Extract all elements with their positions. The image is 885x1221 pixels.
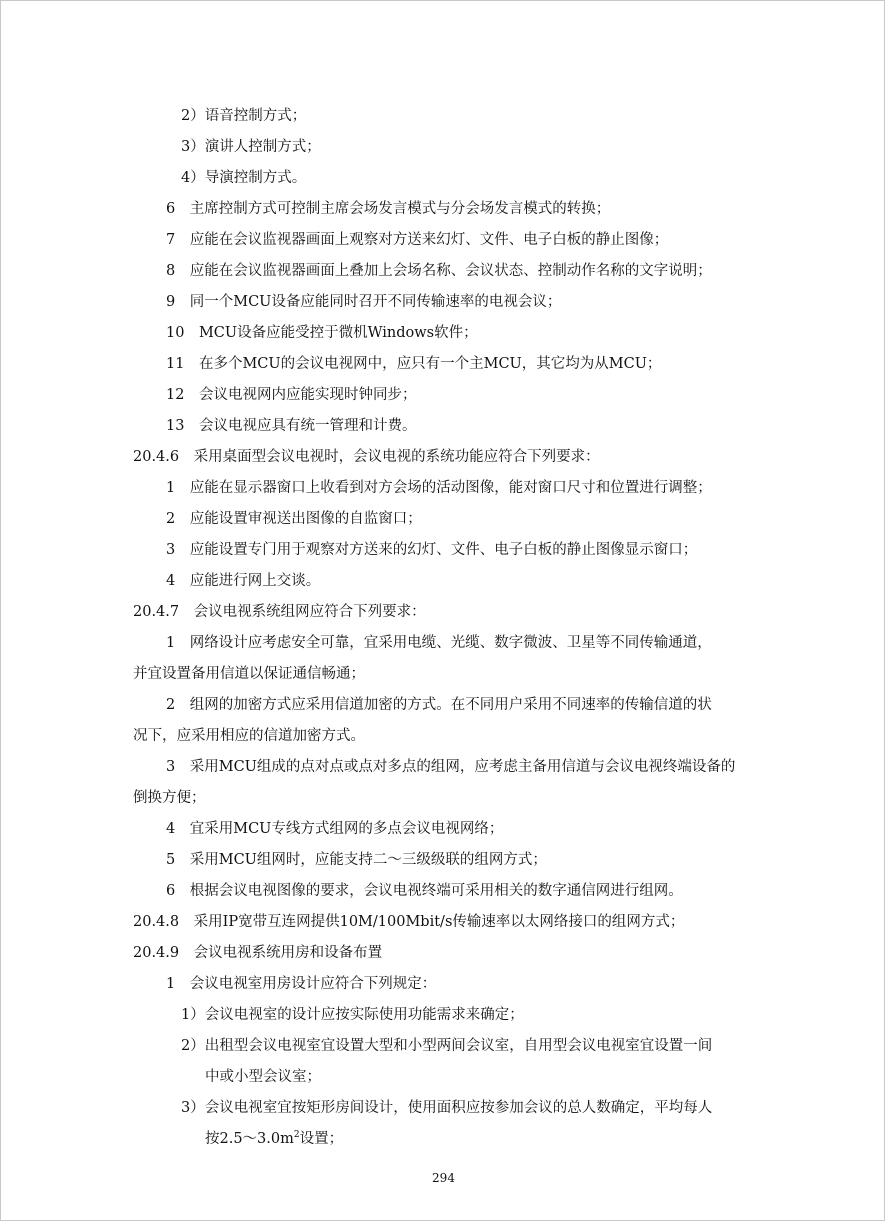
page-number: 294 [432, 1171, 455, 1185]
clause-item: 6 主席控制方式可控制主席会场发言模式与分会场发言模式的转换； [166, 201, 611, 217]
section-heading: 20.4.9 会议电视系统用房和设备布置 [133, 945, 383, 961]
area-suffix: 设置； [299, 1131, 344, 1147]
clause-item: 7 应能在会议监视器画面上观察对方送来幻灯、文件、电子白板的静止图像； [166, 232, 669, 248]
clause-item: 4 宜采用MCU专线方式组网的多点会议电视网络； [166, 821, 504, 837]
list-item: 2）语音控制方式； [181, 108, 307, 124]
clause-continuation: 况下，应采用相应的信道加密方式。 [133, 728, 365, 744]
clause-item: 10 MCU设备应能受控于微机Windows软件； [166, 325, 478, 341]
clause-item: 4 应能进行网上交谈。 [166, 573, 321, 589]
list-item: 4）导演控制方式。 [181, 170, 307, 186]
list-item: 1）会议电视室的设计应按实际使用功能需求来确定； [181, 1007, 524, 1023]
clause-item: 8 应能在会议监视器画面上叠加上会场名称、会议状态、控制动作名称的文字说明； [166, 263, 712, 279]
clause-item: 13 会议电视应具有统一管理和计费。 [166, 418, 417, 434]
clause-item: 11 在多个MCU的会议电视网中，应只有一个主MCU，其它均为从MCU； [166, 356, 662, 372]
list-continuation [205, 1129, 343, 1149]
clause-item: 2 应能设置审视送出图像的自监窗口； [166, 511, 422, 527]
list-item: 3）会议电视室宜按矩形房间设计，使用面积应按参加会议的总人数确定，平均每人 [181, 1100, 713, 1116]
clause-continuation: 并宜设置备用信道以保证通信畅通； [133, 666, 365, 682]
clause-item: 3 应能设置专门用于观察对方送来的幻灯、文件、电子白板的静止图像显示窗口； [166, 542, 698, 558]
clause-item: 3 采用MCU组成的点对点或点对多点的组网，应考虑主备用信道与会议电视终端设备的 [166, 759, 736, 775]
list-item: 3）演讲人控制方式； [181, 139, 321, 155]
list-item: 2）出租型会议电视室宜设置大型和小型两间会议室，自用型会议电视室宜设置一间 [181, 1038, 713, 1054]
section-heading: 20.4.6 采用桌面型会议电视时，会议电视的系统功能应符合下列要求： [133, 449, 600, 465]
section-heading: 20.4.7 会议电视系统组网应符合下列要求： [133, 604, 426, 620]
section-heading: 20.4.8 采用IP宽带互连网提供10M/100Mbit/s传输速率以太网络接口的组网方式； [133, 914, 685, 930]
clause-item: 6 根据会议电视图像的要求，会议电视终端可采用相关的数字通信网进行组网。 [166, 883, 683, 899]
clause-item: 1 会议电视室用房设计应符合下列规定： [166, 976, 437, 992]
clause-item: 1 应能在显示器窗口上收看到对方会场的活动图像，能对窗口尺寸和位置进行调整； [166, 480, 712, 496]
clause-item: 9 同一个MCU设备应能同时召开不同传输速率的电视会议； [166, 294, 562, 310]
clause-item: 2 组网的加密方式应采用信道加密的方式。在不同用户采用不同速率的传输信道的状 [166, 697, 712, 713]
clause-continuation: 倒换方便； [133, 790, 206, 806]
clause-item: 12 会议电视网内应能实现时钟同步； [166, 387, 417, 403]
superscript-exponent: 2 [293, 1130, 300, 1141]
clause-item: 5 采用MCU组网时，应能支持二～三级级联的组网方式； [166, 852, 547, 868]
clause-item: 1 网络设计应考虑安全可靠，宜采用电缆、光缆、数字微波、卫星等不同传输通道， [166, 635, 712, 651]
area-value: 按2.5～3.0m [205, 1131, 294, 1147]
list-continuation: 中或小型会议室； [205, 1069, 321, 1085]
